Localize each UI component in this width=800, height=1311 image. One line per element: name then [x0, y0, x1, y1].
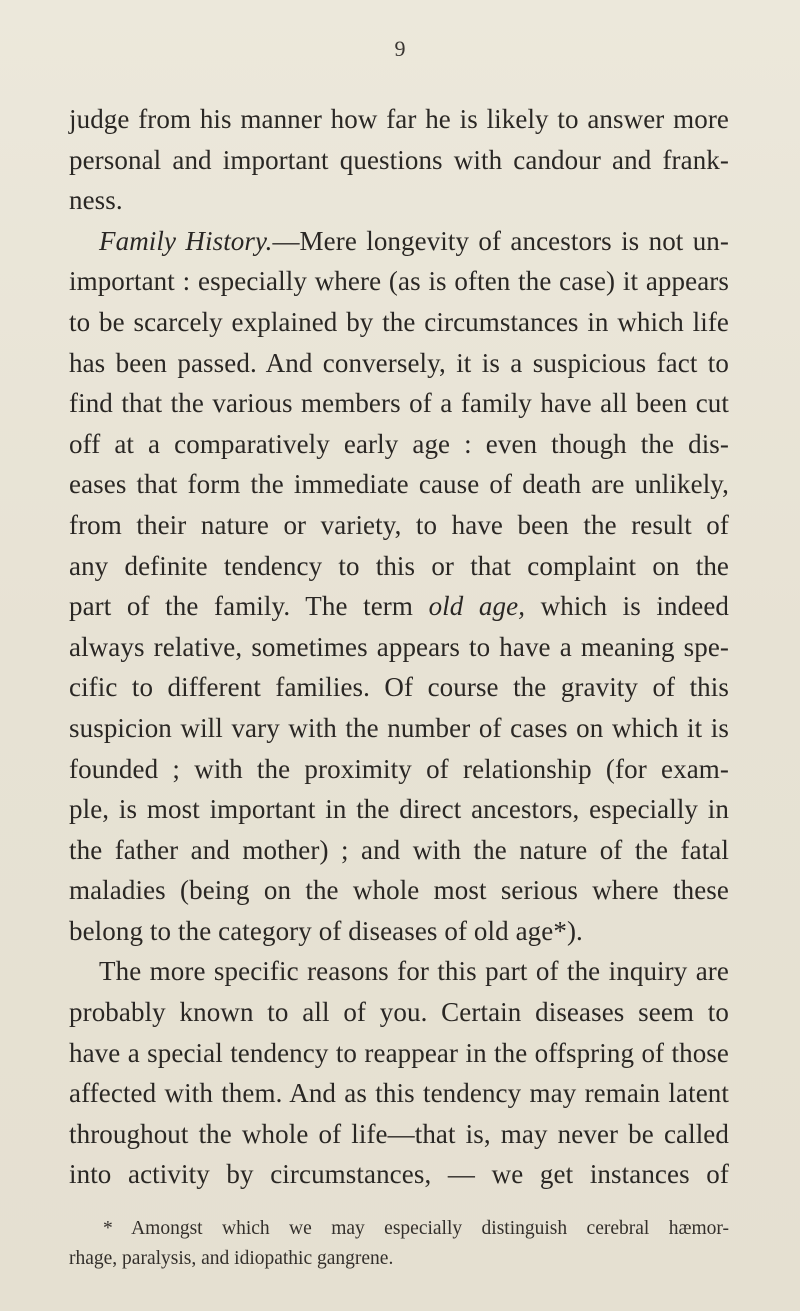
- text-line: founded ; with the proximity of relationship (for exam-: [69, 753, 729, 784]
- text-line: belong to the category of diseases of old age*).: [69, 915, 583, 946]
- text-span: —Mere longevity of ancestors is not un-: [272, 225, 729, 256]
- text-line: eases that form the immediate cause of death are unlikely,: [69, 469, 729, 500]
- text-line: off at a comparatively early age : even though the dis-: [69, 428, 729, 459]
- text-line: ple, is most important in the direct ancestors, especially in: [69, 794, 729, 825]
- text-line: have a special tendency to reappear in the offspring of those: [69, 1037, 729, 1068]
- text-line: into activity by circumstances, — we get instances of: [69, 1159, 729, 1190]
- text-line: probably known to all of you. Certain diseases seem to: [69, 997, 729, 1028]
- text-line: the father and mother) ; and with the nature of the fatal: [69, 834, 729, 865]
- text-span: part of the family. The term: [69, 591, 429, 622]
- footnote-line: rhage, paralysis, and idiopathic gangrene.: [69, 1248, 394, 1269]
- text-line: to be scarcely explained by the circumstances in which life: [69, 306, 729, 337]
- text-line: any definite tendency to this or that complaint on the: [69, 550, 729, 581]
- footnote: [69, 1214, 729, 1274]
- text-line: suspicion will vary with the number of cases on which it is: [69, 712, 729, 743]
- text-line: has been passed. And conversely, it is a suspicious fact to: [69, 347, 729, 378]
- text-line: [69, 586, 729, 627]
- text-span: which is indeed: [525, 591, 730, 622]
- text-line: personal and important questions with candour and frank-: [69, 144, 729, 175]
- page-number: 9: [394, 36, 406, 61]
- italic-term: old age,: [428, 591, 526, 622]
- text-line: always relative, sometimes appears to have a meaning spe-: [69, 631, 729, 662]
- section-heading-line: [69, 221, 729, 262]
- text-line: judge from his manner how far he is likely to answer more: [69, 104, 729, 134]
- text-line: cific to different families. Of course the gravity of this: [69, 672, 729, 703]
- text-line: ness.: [69, 185, 123, 216]
- footnote-line: * Amongst which we may especially distinguish cerebral hæmor-: [103, 1218, 729, 1239]
- text-line: important : especially where (as is often the case) it appears: [69, 266, 729, 297]
- text-line: from their nature or variety, to have been the result of: [69, 509, 729, 540]
- paragraph-start-line: The more specific reasons for this part of the inquiry are: [99, 956, 729, 987]
- text-line: find that the various members of a family have all been cut: [69, 388, 729, 419]
- text-line: affected with them. And as this tendency may remain latent: [69, 1078, 729, 1109]
- section-heading: Family History.: [99, 225, 273, 256]
- text-line: maladies (being on the whole most serious where these: [69, 875, 729, 906]
- body-text: [69, 99, 729, 1195]
- text-line: throughout the whole of life—that is, may never be called: [69, 1118, 729, 1149]
